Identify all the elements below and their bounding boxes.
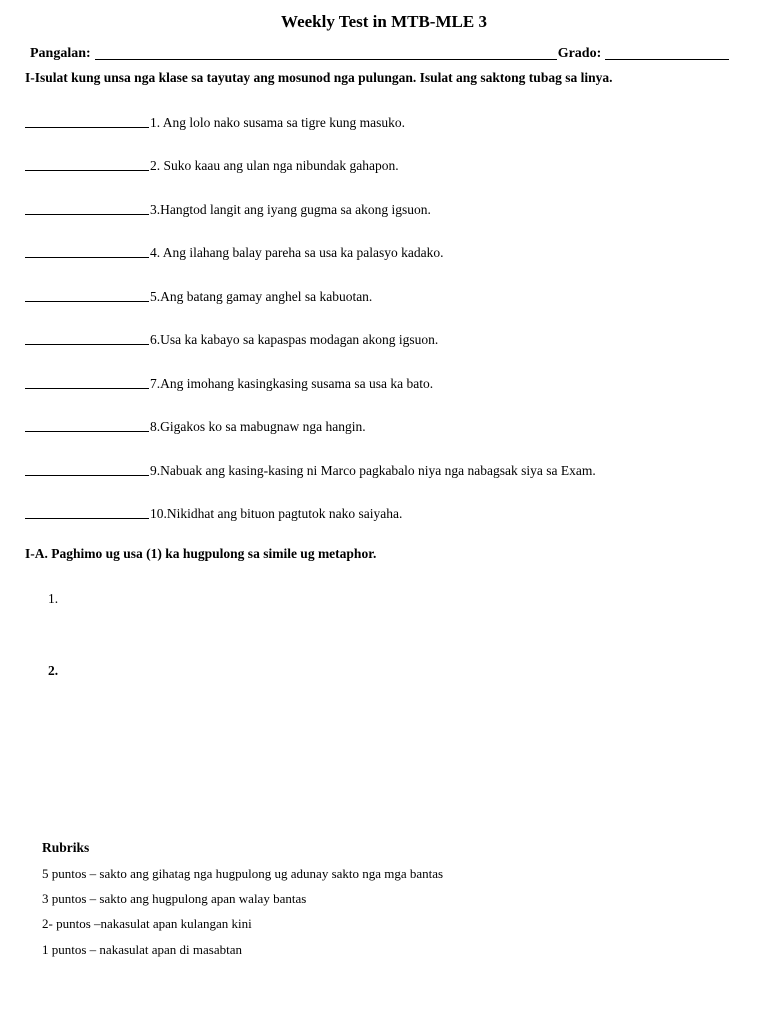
question-text: 6.Usa ka kabayo sa kapaspas modagan akong igsuon. <box>150 332 439 347</box>
answer-blank-line[interactable] <box>25 417 149 432</box>
question-item <box>25 243 444 261</box>
question-item <box>25 417 366 435</box>
answer-blank-line[interactable] <box>25 461 149 476</box>
name-blank-line[interactable] <box>95 45 557 60</box>
question-text: 9.Nabuak ang kasing-kasing ni Marco pagkabalo niya nga nabagsak siya sa Exam. <box>150 463 596 478</box>
answer-blank-line[interactable] <box>25 243 149 258</box>
question-item <box>25 113 405 131</box>
answer-blank-line[interactable] <box>25 113 149 128</box>
section-title: I-A. Paghimo ug usa (1) ka hugpulong sa simile ug metaphor. <box>25 546 377 561</box>
rubric-line: 5 puntos – sakto ang gihatag nga hugpulong ug adunay sakto nga mga bantas <box>42 866 444 881</box>
student-info-row <box>30 44 742 62</box>
question-item <box>25 461 596 479</box>
question-text: 8.Gigakos ko sa mabugnaw nga hangin. <box>150 419 366 434</box>
question-text: 10.Nikidhat ang bituon pagtutok nako saiyaha. <box>150 506 403 521</box>
answer-blank-line[interactable] <box>25 287 149 302</box>
question-text: 5.Ang batang gamay anghel sa kabuotan. <box>150 289 373 304</box>
answer-blank-line[interactable] <box>25 374 149 389</box>
answer-blank-line[interactable] <box>25 156 149 171</box>
question-item <box>25 330 438 348</box>
grade-blank-line[interactable] <box>605 45 729 60</box>
question-text: 3.Hangtod langit ang iyang gugma sa akong igsuon. <box>150 202 431 217</box>
question-item <box>25 156 399 174</box>
answer-blank-line[interactable] <box>25 504 149 519</box>
rubrics-title: Rubriks <box>42 840 90 855</box>
question-item <box>25 200 431 218</box>
answer-blank-line[interactable] <box>25 330 149 345</box>
question-item <box>25 504 402 522</box>
question-text: 2. Suko kaau ang ulan nga nibundak gahapon. <box>150 158 399 173</box>
question-text: 1. Ang lolo nako susama sa tigre kung masuko. <box>150 115 405 130</box>
rubric-line: 3 puntos – sakto ang hugpulong apan walay bantas <box>42 891 307 906</box>
rubric-line: 2- puntos –nakasulat apan kulangan kini <box>42 916 252 931</box>
question-text: 4. Ang ilahang balay pareha sa usa ka palasyo kadako. <box>150 245 444 260</box>
answer-blank-line[interactable] <box>25 200 149 215</box>
question-text: 7.Ang imohang kasingkasing susama sa usa ka bato. <box>150 376 434 391</box>
rubric-line: 1 puntos – nakasulat apan di masabtan <box>42 942 243 957</box>
question-item <box>25 374 433 392</box>
grade-label: Grado: <box>557 46 602 61</box>
instruction-text: I-Isulat kung unsa nga klase sa tayutay ang mosunod nga pulungan. Isulat ang saktong tubag sa linya. <box>25 70 613 85</box>
name-label: Pangalan: <box>30 46 91 61</box>
answer-number: 1. <box>48 591 59 606</box>
page-title: Weekly Test in MTB-MLE 3 <box>281 12 487 31</box>
question-item <box>25 287 372 305</box>
answer-number: 2. <box>48 663 59 678</box>
